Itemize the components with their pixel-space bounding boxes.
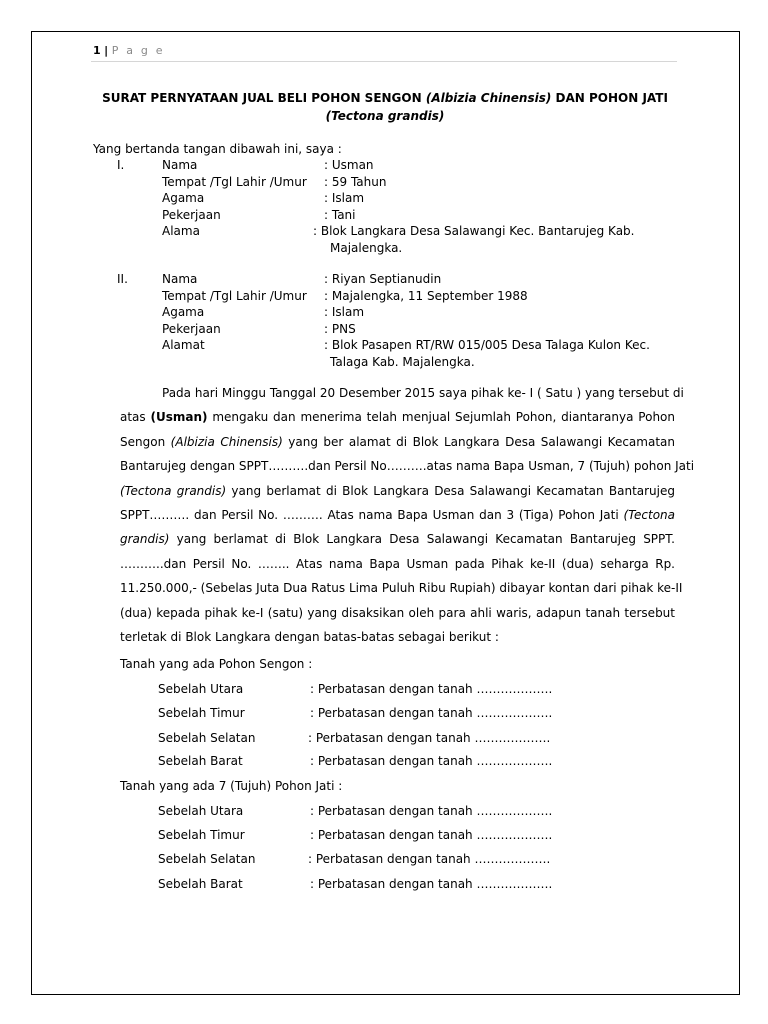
page-label: P a g e	[111, 44, 165, 57]
person2-value-alamat-cont: Talaga Kab. Majalengka.	[330, 355, 475, 369]
person1-value-ttl: : 59 Tahun	[324, 175, 387, 189]
person1-value-pekerjaan: : Tani	[324, 208, 356, 222]
person2-label-nama: Nama	[162, 272, 198, 286]
jati-side-selatan: Sebelah Selatan	[158, 852, 256, 866]
paragraph-line: terletak di Blok Langkara dengan batas-batas sebagai berikut :	[120, 630, 499, 645]
species-jati: grandis)	[120, 532, 170, 547]
person1-label-alamat: Alama	[162, 224, 200, 238]
person2-value-ttl: : Majalengka, 11 September 1988	[324, 289, 528, 303]
jati-value-utara: : Perbatasan dengan tanah ……………….	[310, 804, 553, 818]
jati-value-timur: : Perbatasan dengan tanah ……………….	[310, 828, 553, 842]
jati-heading: Tanah yang ada 7 (Tujuh) Pohon Jati :	[120, 779, 343, 793]
paragraph-text: SPPT………. dan Persil No. ………. Atas nama Bapa Usman dan 3 (Tiga) Pohon Jati	[120, 508, 624, 523]
person1-value-nama: : Usman	[324, 158, 374, 172]
person1-label-nama: Nama	[162, 158, 198, 172]
sengon-side-timur: Sebelah Timur	[158, 706, 245, 720]
sengon-side-utara: Sebelah Utara	[158, 682, 244, 696]
person1-label-agama: Agama	[162, 191, 205, 205]
paragraph-text: yang berlamat di Blok Langkara Desa Salawangi Kecamatan Bantarujeg SPPT.	[169, 532, 675, 547]
person2-value-alamat: : Blok Pasapen RT/RW 015/005 Desa Talaga Kulon Kec.	[324, 338, 650, 352]
header-rule	[91, 61, 677, 62]
person2-label-pekerjaan: Pekerjaan	[162, 322, 221, 336]
person2-value-pekerjaan: : PNS	[324, 322, 356, 336]
paragraph-text: Sengon	[120, 434, 171, 449]
person2-numeral: II.	[117, 272, 128, 286]
person1-value-alamat: : Blok Langkara Desa Salawangi Kec. Bantarujeg Kab.	[313, 224, 635, 238]
jati-side-timur: Sebelah Timur	[158, 828, 245, 842]
statement-paragraph	[120, 381, 695, 649]
species-jati: (Tectona	[623, 508, 675, 523]
title-part3: DAN POHON JATI	[551, 91, 668, 105]
page-header	[93, 44, 165, 57]
page-number: 1	[93, 44, 101, 57]
jati-side-barat: Sebelah Barat	[158, 877, 243, 891]
paragraph-line	[120, 503, 675, 527]
sengon-value-timur: : Perbatasan dengan tanah ……………….	[310, 706, 553, 720]
paragraph-line: Pada hari Minggu Tanggal 20 Desember 2015 saya pihak ke- I ( Satu ) yang tersebut di	[162, 386, 684, 400]
sengon-heading: Tanah yang ada Pohon Sengon :	[120, 657, 313, 671]
seller-name: (Usman)	[150, 410, 208, 425]
person2-value-agama: : Islam	[324, 305, 365, 319]
person1-numeral: I.	[117, 158, 125, 172]
paragraph-text: yang berlamat di Blok Langkara Desa Salawangi Kecamatan Bantarujeg	[226, 483, 675, 498]
sengon-value-selatan: : Perbatasan dengan tanah ……………….	[308, 731, 551, 745]
species-sengon: (Albizia Chinensis)	[170, 434, 283, 449]
sengon-side-barat: Sebelah Barat	[158, 754, 243, 768]
sengon-side-selatan: Sebelah Selatan	[158, 731, 256, 745]
paragraph-text: mengaku dan menerima telah menjual Sejumlah Pohon, diantaranya Pohon	[207, 410, 675, 425]
person2-label-agama: Agama	[162, 305, 205, 319]
person1-label-pekerjaan: Pekerjaan	[162, 208, 221, 222]
title-part1: SURAT PERNYATAAN JUAL BELI POHON SENGON	[102, 91, 426, 105]
paragraph-line: 11.250.000,- (Sebelas Juta Dua Ratus Lima Puluh Ribu Rupiah) dibayar kontan dari pihak ke-II	[120, 581, 683, 596]
paragraph-line	[120, 405, 675, 429]
person2-label-alamat: Alamat	[162, 338, 205, 352]
paragraph-line: ………..dan Persil No. …….. Atas nama Bapa Usman pada Pihak ke-II (dua) seharga Rp.	[120, 556, 675, 571]
paragraph-line: Bantarujeg dengan SPPT……….dan Persil No……….atas nama Bapa Usman, 7 (Tujuh) pohon Jati	[120, 459, 695, 474]
person1-label-ttl: Tempat /Tgl Lahir /Umur	[162, 175, 307, 189]
paragraph-line: (dua) kepada pihak ke-I (satu) yang disaksikan oleh para ahli waris, adapun tanah tersebut	[120, 605, 675, 620]
jati-value-barat: : Perbatasan dengan tanah ……………….	[310, 877, 553, 891]
document-title	[93, 89, 677, 125]
intro-line: Yang bertanda tangan dibawah ini, saya :	[93, 142, 342, 156]
jati-value-selatan: : Perbatasan dengan tanah ……………….	[308, 852, 551, 866]
title-species-sengon: (Albizia Chinensis)	[425, 91, 552, 105]
sengon-value-barat: : Perbatasan dengan tanah ……………….	[310, 754, 553, 768]
paragraph-text: atas	[120, 410, 151, 425]
paragraph-line	[120, 430, 675, 454]
person2-value-nama: : Riyan Septianudin	[324, 272, 442, 286]
header-separator: |	[104, 44, 109, 57]
paragraph-line	[120, 479, 675, 503]
paragraph-text: yang ber alamat di Blok Langkara Desa Salawangi Kecamatan	[282, 434, 675, 449]
species-jati: (Tectona grandis)	[120, 483, 227, 498]
title-species-jati: (Tectona grandis)	[325, 109, 445, 123]
paragraph-line	[120, 527, 675, 551]
person1-value-alamat-cont: Majalengka.	[330, 241, 403, 255]
person1-value-agama: : Islam	[324, 191, 365, 205]
person2-label-ttl: Tempat /Tgl Lahir /Umur	[162, 289, 307, 303]
sengon-value-utara: : Perbatasan dengan tanah ……………….	[310, 682, 553, 696]
jati-side-utara: Sebelah Utara	[158, 804, 244, 818]
